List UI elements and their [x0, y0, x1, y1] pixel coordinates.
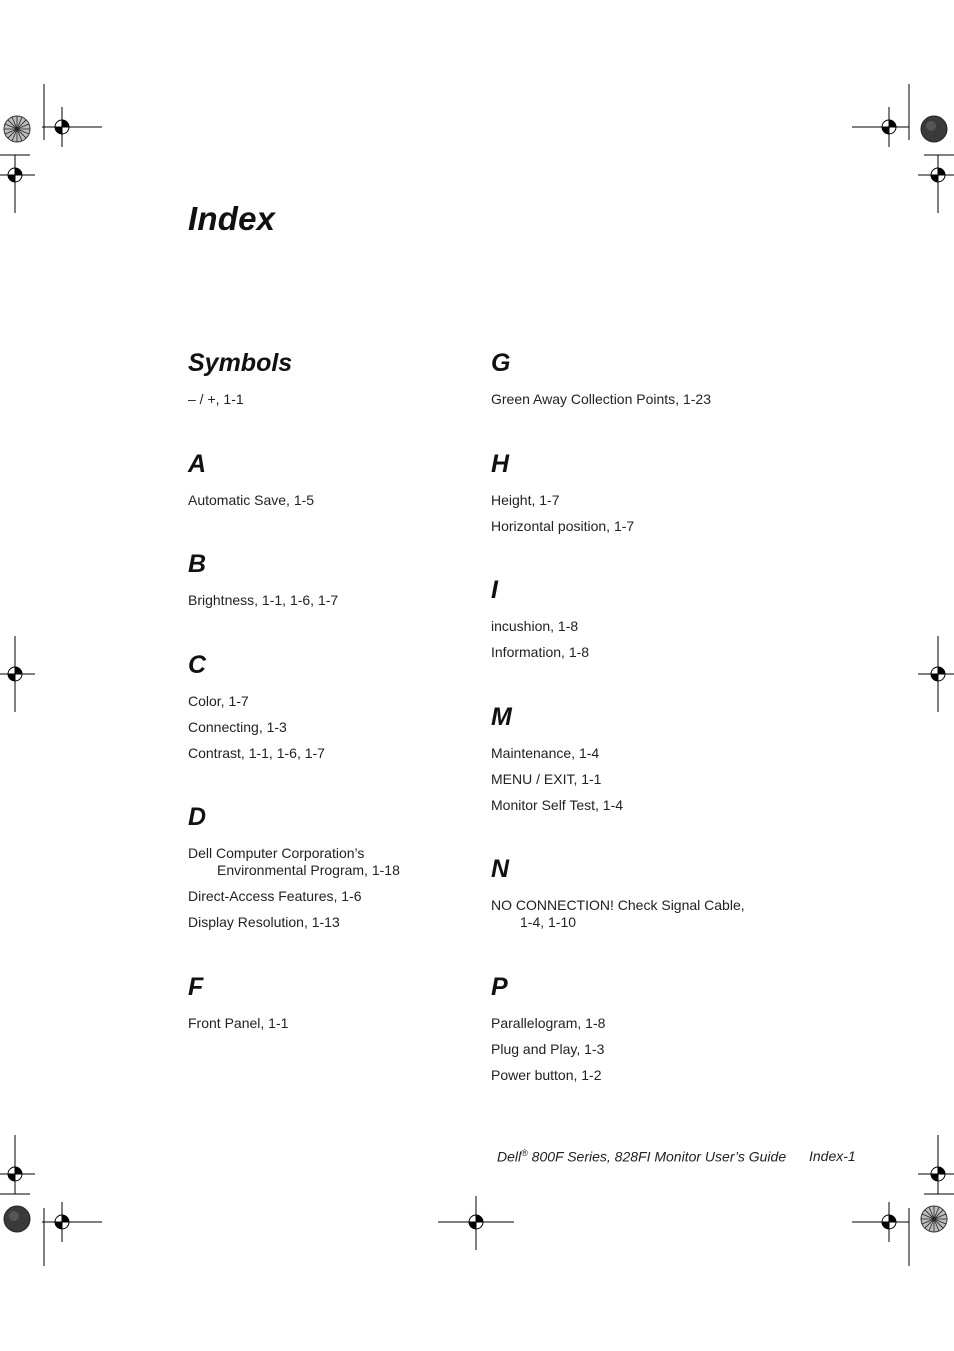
index-section-m: [491, 702, 791, 823]
entry-list: [188, 592, 488, 609]
entry-list: [491, 1015, 791, 1084]
registered-mark: ®: [521, 1148, 528, 1158]
entry-list: [188, 391, 488, 408]
index-entry: Maintenance, 1-4: [491, 745, 600, 761]
index-entry: – / +, 1-1: [188, 391, 244, 407]
section-heading: M: [491, 703, 512, 731]
section-heading: C: [188, 651, 207, 679]
section-heading: I: [491, 576, 498, 604]
entry-list: [491, 492, 791, 535]
index-entry: Contrast, 1-1, 1-6, 1-7: [188, 745, 325, 761]
index-section-g: [491, 348, 791, 417]
index-entry: Dell Computer Corporation’s Environmental Program, 1-18: [188, 845, 400, 878]
footer-guide-title: 800F Series, 828FI Monitor User’s Guide: [527, 1148, 787, 1165]
page-title: Index: [188, 200, 276, 237]
index-section-c: [188, 650, 488, 771]
index-entry: Height, 1-7: [491, 492, 560, 508]
section-heading: H: [491, 450, 510, 478]
entry-list: [491, 391, 791, 408]
section-heading: B: [188, 550, 207, 578]
index-entry: Direct-Access Features, 1-6: [188, 888, 362, 904]
section-heading: D: [188, 803, 207, 831]
entry-list: [491, 897, 791, 931]
index-section-d: [188, 802, 488, 940]
section-heading: P: [491, 973, 508, 1001]
entry-list: [188, 1015, 488, 1032]
index-entry: Horizontal position, 1-7: [491, 518, 635, 534]
index-entry: Monitor Self Test, 1-4: [491, 797, 624, 813]
index-entry: Plug and Play, 1-3: [491, 1041, 605, 1057]
index-section-h: [491, 449, 791, 544]
section-heading: F: [188, 973, 204, 1001]
entry-list: [491, 618, 791, 661]
section-heading: Symbols: [188, 349, 293, 377]
section-heading: N: [491, 855, 510, 883]
index-section-symbols: [188, 348, 488, 417]
entry-list: [188, 492, 488, 509]
index-entry: Information, 1-8: [491, 644, 590, 660]
section-heading: G: [491, 349, 511, 377]
index-entry: NO CONNECTION! Check Signal Cable, 1-4, 1-10: [491, 897, 745, 930]
index-entry: Connecting, 1-3: [188, 719, 287, 735]
index-section-p: [491, 972, 791, 1093]
page-number: Index-1: [809, 1148, 856, 1164]
section-heading: A: [188, 450, 207, 478]
page-footer: [497, 1148, 856, 1165]
index-section-n: [491, 854, 791, 940]
index-entry: MENU / EXIT, 1-1: [491, 771, 602, 787]
index-section-b: [188, 549, 488, 618]
footer-brand: Dell: [497, 1148, 522, 1165]
index-entry: Automatic Save, 1-5: [188, 492, 315, 508]
index-entry: Parallelogram, 1-8: [491, 1015, 606, 1031]
entry-list: [491, 745, 791, 814]
index-section-f: [188, 972, 488, 1041]
index-entry: Display Resolution, 1-13: [188, 914, 340, 930]
index-entry: Power button, 1-2: [491, 1067, 602, 1083]
index-section-i: [491, 575, 791, 670]
index-entry: Color, 1-7: [188, 693, 249, 709]
entry-list: [188, 845, 488, 931]
entry-list: [188, 693, 488, 762]
index-entry: Front Panel, 1-1: [188, 1015, 289, 1031]
index-entry: Brightness, 1-1, 1-6, 1-7: [188, 592, 339, 608]
index-entry: incushion, 1-8: [491, 618, 579, 634]
index-section-a: [188, 449, 488, 518]
index-entry: Green Away Collection Points, 1-23: [491, 391, 711, 407]
